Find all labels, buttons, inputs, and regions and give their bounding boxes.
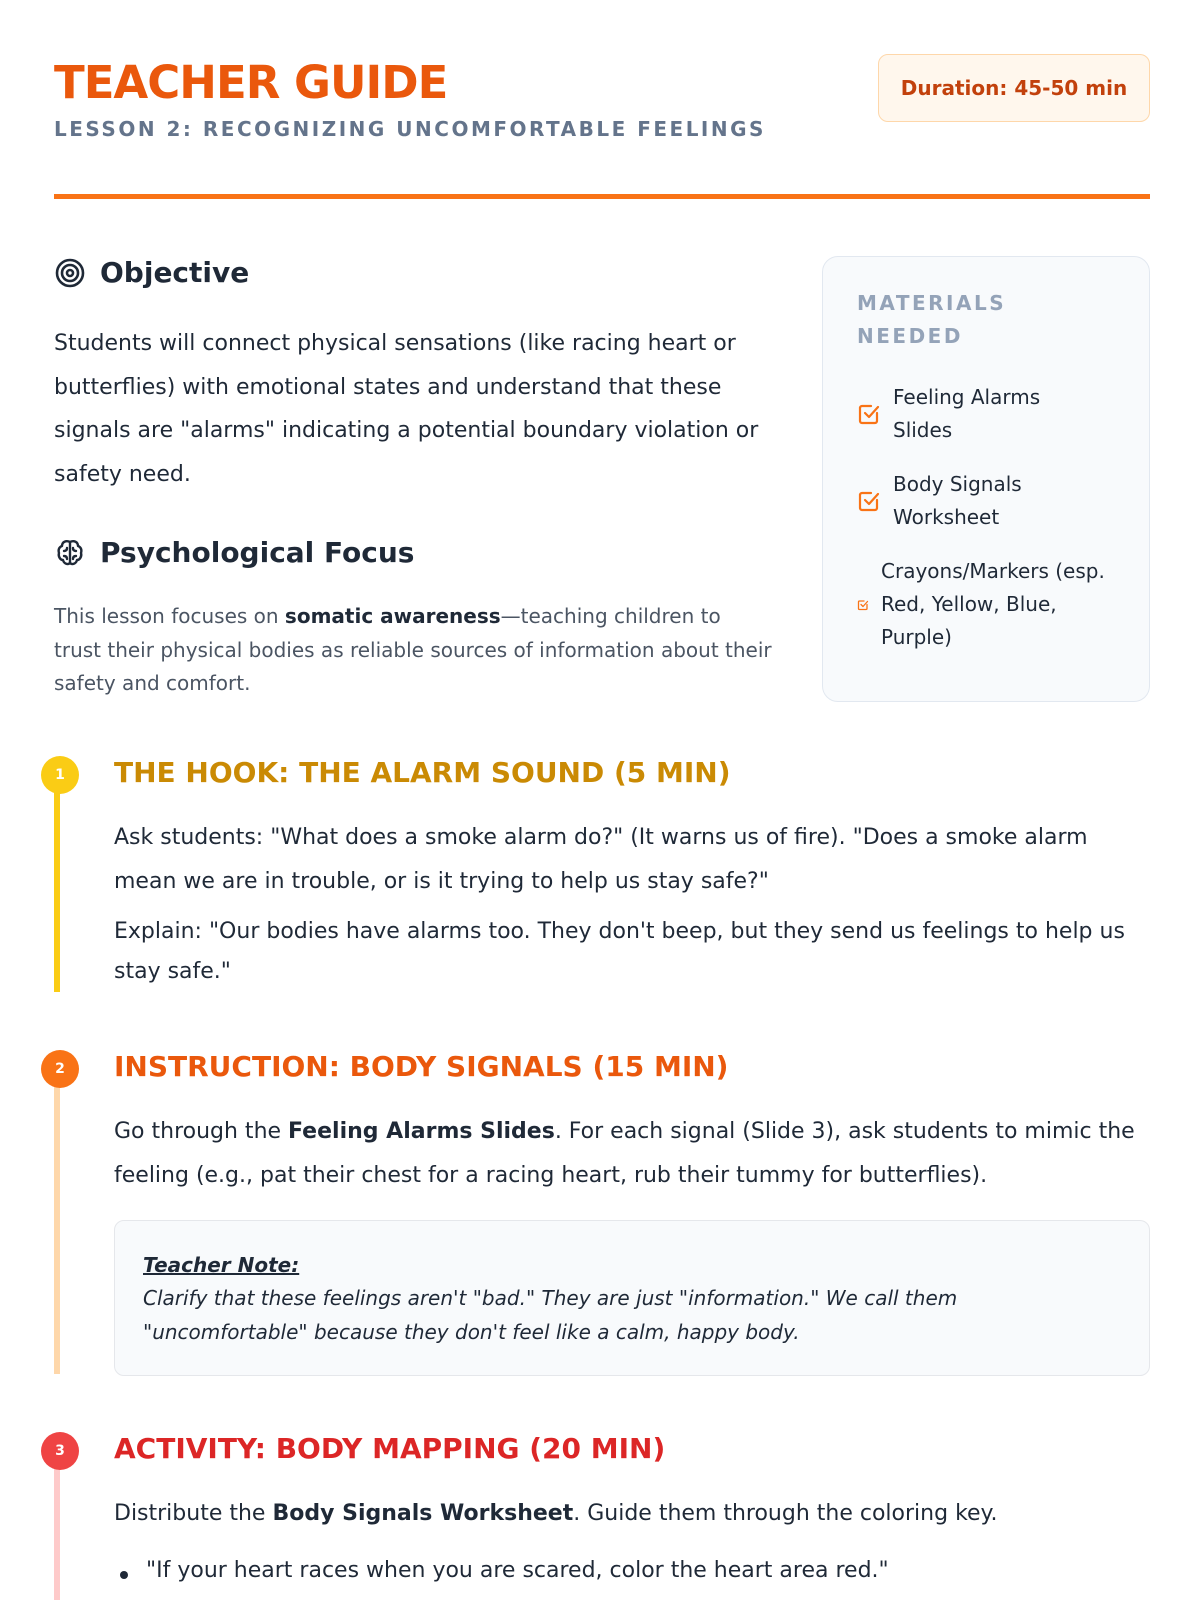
step-1-text: Ask students: "What does a smoke alarm do?" (It warns us of fire). "Does a smoke alarm mean we are in trouble, or is it trying to help us stay safe?" <box>114 825 1088 894</box>
teacher-note-label: Teacher Note: <box>143 1253 300 1277</box>
step-1-timeline <box>54 774 60 992</box>
step-3-timeline <box>54 1450 60 1600</box>
material-label: Body Signals Worksheet <box>893 472 1022 529</box>
material-item <box>857 468 1117 534</box>
teacher-note <box>114 1220 1150 1376</box>
step-1 <box>54 756 1150 996</box>
step-2 <box>54 1050 1150 1380</box>
material-item <box>857 381 1117 447</box>
checkbox-checked-icon <box>857 599 869 611</box>
slides-reference: Feeling Alarms Slides <box>288 1119 555 1144</box>
header-divider <box>54 194 1150 199</box>
step-3 <box>54 1432 1150 1600</box>
objective-heading-row <box>54 256 249 289</box>
focus-text: This lesson focuses on somatic awareness—teaching children to trust their physical bodies as reliable sources of information about their safety and comfort. <box>54 604 772 695</box>
step-1-number: 1 <box>41 756 79 794</box>
objective-text: Students will connect physical sensations (like racing heart or butterflies) with emotional states and understand that these signals are "alarms" indicating a potential boundary violation or safety need. <box>54 331 759 487</box>
brain-icon <box>54 537 86 569</box>
materials-title: MATERIALS NEEDED <box>857 291 1007 348</box>
header <box>54 52 1150 142</box>
step-2-text: Go through the Feeling Alarms Slides. For each signal (Slide 3), ask students to mimic the feeling (e.g., pat their chest for a racing heart, rub their tummy for butterflies). <box>114 1119 1135 1188</box>
step-3-text: Distribute the Body Signals Worksheet. Guide them through the coloring key. <box>114 1501 998 1526</box>
focus-heading-row <box>54 536 414 569</box>
page-title: TEACHER GUIDE <box>54 56 448 109</box>
duration-badge: Duration: 45-50 min <box>878 54 1150 122</box>
step-3-number: 3 <box>41 1432 79 1470</box>
material-item <box>857 555 1127 654</box>
step-2-timeline <box>54 1068 60 1374</box>
objective-heading: Objective <box>100 256 250 289</box>
checkbox-checked-icon <box>857 489 881 513</box>
focus-heading: Psychological Focus <box>100 536 415 569</box>
step-1-title: THE HOOK: THE ALARM SOUND (5 MIN) <box>114 756 731 789</box>
target-icon <box>54 257 86 289</box>
step-2-title: INSTRUCTION: BODY SIGNALS (15 MIN) <box>114 1050 729 1083</box>
materials-panel <box>822 256 1150 702</box>
step-2-number: 2 <box>41 1050 79 1088</box>
material-label: Crayons/Markers (esp. Red, Yellow, Blue, Purple) <box>881 559 1105 649</box>
bullet-dot-icon <box>120 1571 128 1579</box>
checkbox-checked-icon <box>857 402 881 426</box>
step-1-explain: Explain: "Our bodies have alarms too. They don't beep, but they send us feelings to help us stay safe." <box>114 919 1125 984</box>
bullet-text: "If your heart races when you are scared, color the heart area red." <box>146 1558 889 1583</box>
teacher-note-text: Clarify that these feelings aren't "bad." They are just "information." We call them "uncomfortable" because they don't feel like a calm, happy body. <box>143 1286 958 1344</box>
worksheet-reference: Body Signals Worksheet <box>272 1501 574 1526</box>
lesson-subtitle: LESSON 2: RECOGNIZING UNCOMFORTABLE FEELINGS <box>54 117 766 141</box>
step-3-title: ACTIVITY: BODY MAPPING (20 MIN) <box>114 1432 666 1465</box>
material-label: Feeling Alarms Slides <box>893 385 1041 442</box>
list-item <box>114 1558 889 1583</box>
focus-emphasis: somatic awareness <box>284 604 501 628</box>
